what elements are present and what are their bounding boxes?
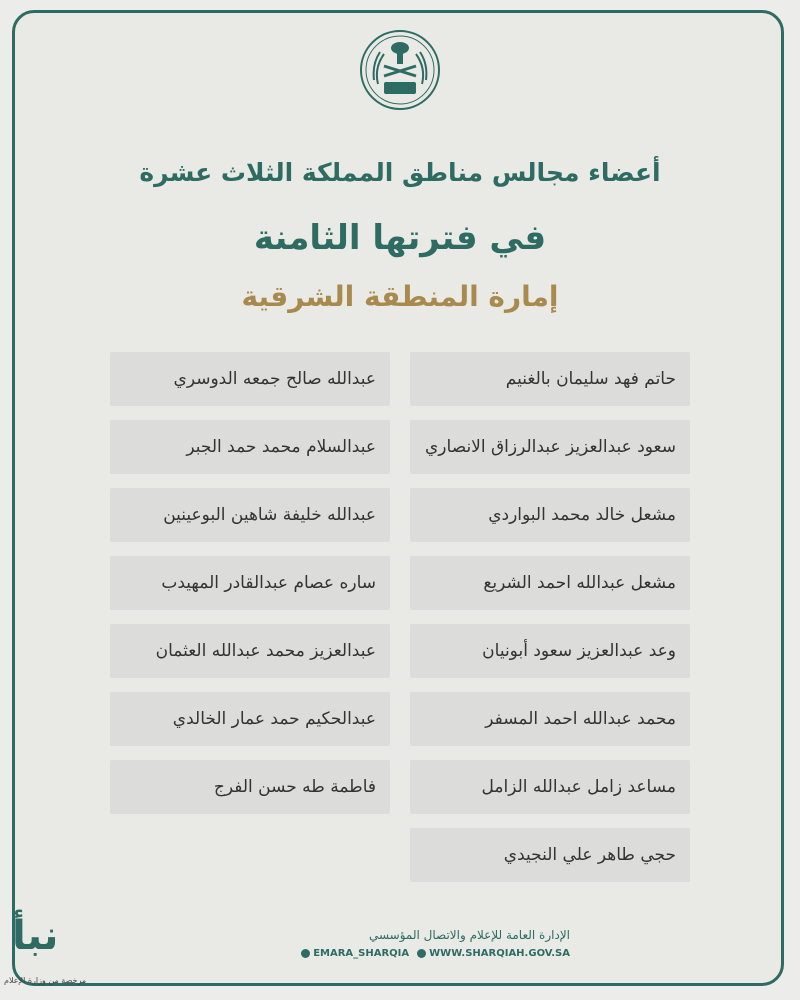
member-card: مشعل خالد محمد البواردي (410, 488, 690, 542)
footer-links (240, 948, 570, 959)
member-card: عبدالعزيز محمد عبدالله العثمان (110, 624, 390, 678)
footer-department: الإدارة العامة للإعلام والاتصال المؤسسي (368, 928, 570, 942)
globe-icon (417, 949, 426, 958)
member-card: مساعد زامل عبدالله الزامل (410, 760, 690, 814)
member-card: حجي طاهر علي النجيدي (410, 828, 690, 882)
watermark-name: نبأ (12, 913, 59, 959)
page-title: أعضاء مجالس مناطق المملكة الثلاث عشرة (139, 158, 661, 187)
members-list (110, 352, 690, 882)
member-card: ساره عصام عبدالقادر المهيدب (110, 556, 390, 610)
member-card: عبدالسلام محمد حمد الجبر (110, 420, 390, 474)
watermark-subtitle: مرخصة من وزارة الإعلام (4, 976, 87, 985)
website-link[interactable] (417, 948, 570, 959)
social-handle: EMARA_SHARQIA (313, 948, 410, 959)
member-card: عبدالله خليفة شاهين البوعينين (110, 488, 390, 542)
social-link[interactable] (301, 948, 409, 959)
member-card: محمد عبدالله احمد المسفر (410, 692, 690, 746)
member-card: مشعل عبدالله احمد الشريع (410, 556, 690, 610)
page-subtitle: في فترتها الثامنة (253, 218, 547, 258)
member-card: فاطمة طه حسن الفرج (110, 760, 390, 814)
saudi-emblem-icon (358, 28, 442, 112)
watermark-logo (4, 913, 128, 990)
member-card: حاتم فهد سليمان بالغنيم (410, 352, 690, 406)
member-card: سعود عبدالعزيز عبدالرزاق الانصاري (410, 420, 690, 474)
member-card: عبدالله صالح جمعه الدوسري (110, 352, 390, 406)
footer (240, 928, 570, 959)
region-title: إمارة المنطقة الشرقية (241, 280, 559, 313)
social-media-icon (301, 949, 310, 958)
member-card: عبدالحكيم حمد عمار الخالدي (110, 692, 390, 746)
member-card: وعد عبدالعزيز سعود أبونيان (410, 624, 690, 678)
website-url: WWW.SHARQIAH.GOV.SA (429, 948, 570, 959)
